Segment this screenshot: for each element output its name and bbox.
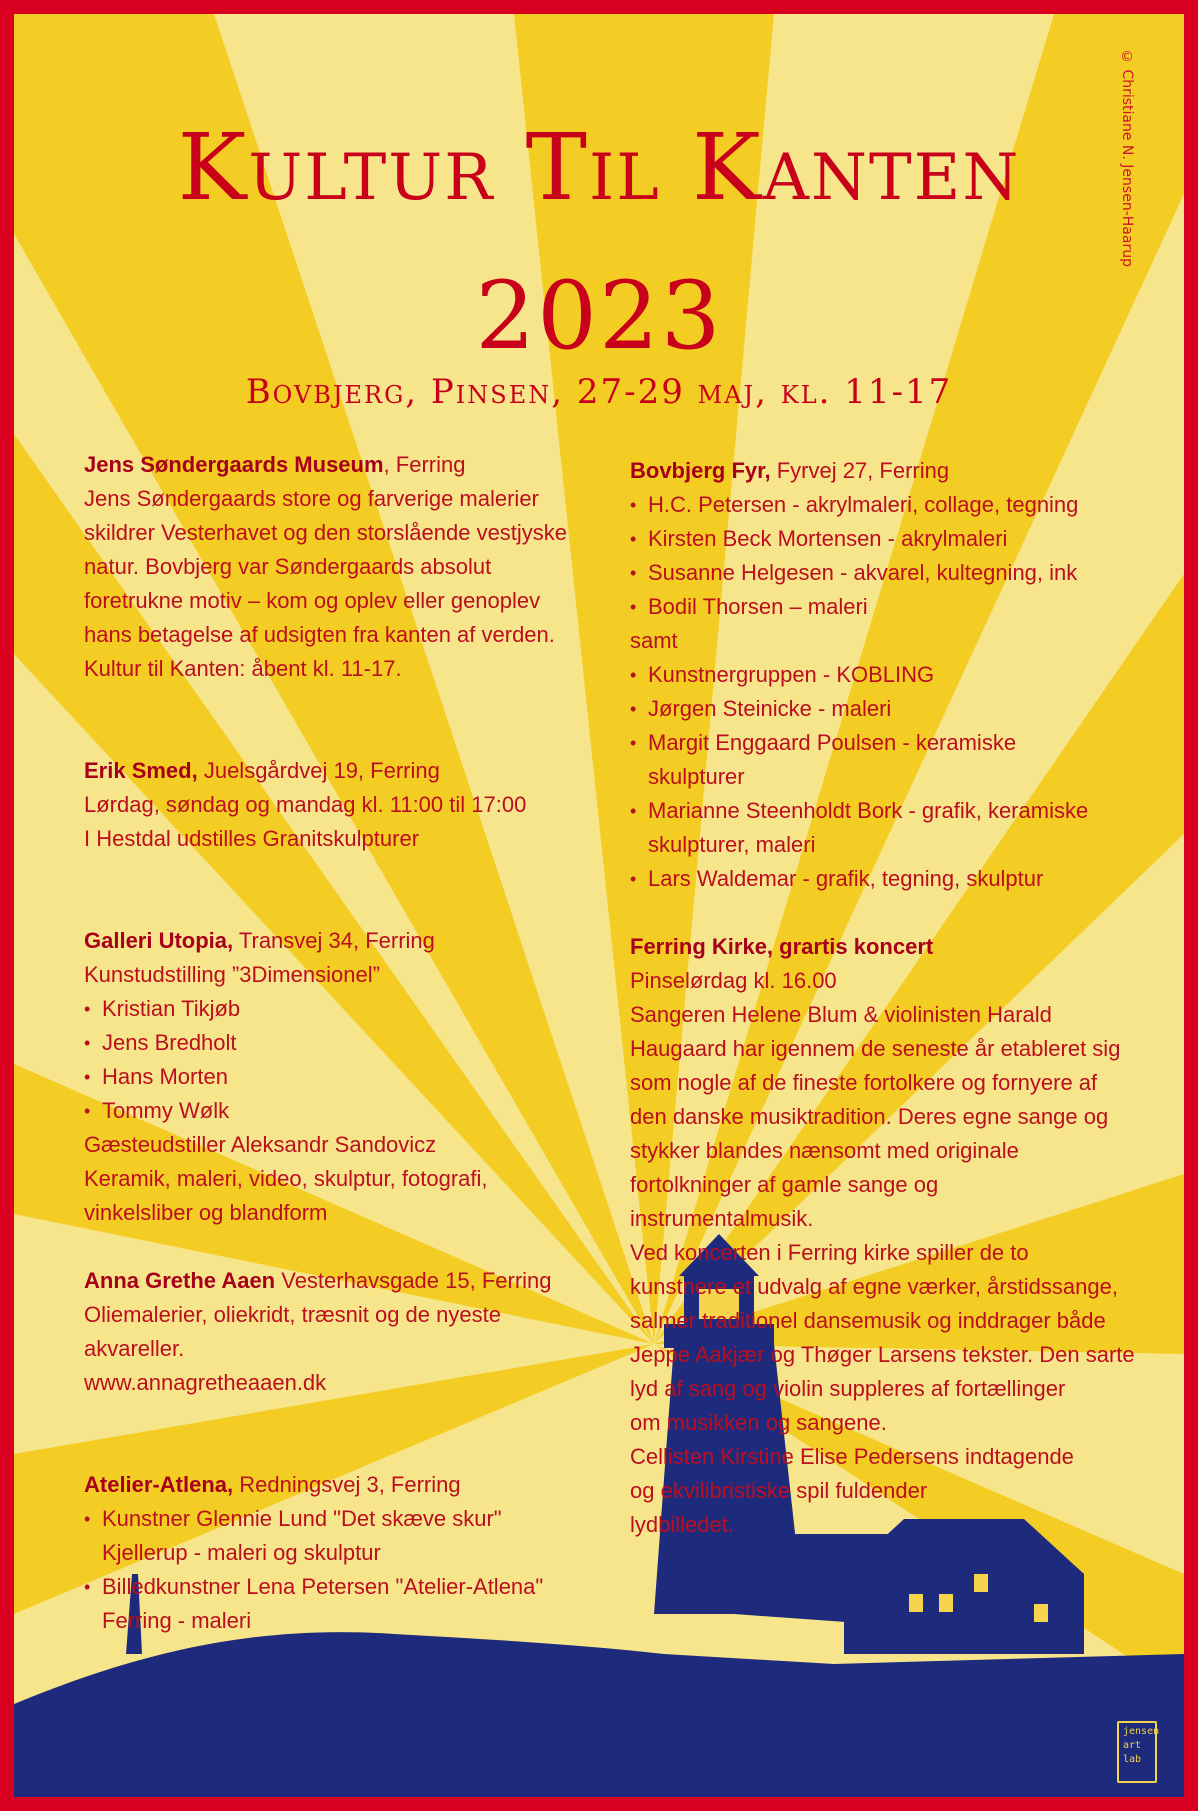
venue-name: Galleri Utopia,	[84, 928, 234, 953]
venue-line: Kultur til Kanten: åbent kl. 11-17.	[84, 656, 402, 681]
venue-address: Fyrvej 27, Ferring	[770, 458, 950, 483]
venue-line: lydbilledet.	[630, 1512, 734, 1537]
poster	[14, 14, 1184, 1797]
list-item: • Kirsten Beck Mortensen - akrylmaleri	[630, 522, 1140, 556]
artist-list	[84, 1502, 564, 1638]
venue-address: Ferring	[389, 452, 466, 477]
venue-line: som nogle af de fineste fortolkere og fornyere af	[630, 1070, 1098, 1095]
venue-line: om musikken og sangene.	[630, 1410, 887, 1435]
venue-line: kunstnere et udvalg af egne værker, årstidssange,	[630, 1274, 1118, 1299]
venue-galleri-utopia	[84, 924, 614, 1230]
venue-line: vinkelsliber og blandform	[84, 1200, 328, 1225]
venue-name: Erik Smed,	[84, 758, 198, 783]
venue-ferring-kirke	[630, 930, 1140, 1542]
venue-line: stykker blandes nænsomt med originale	[630, 1138, 1019, 1163]
right-column	[630, 454, 1140, 1542]
venue-line: Kunstudstilling ”3Dimensionel”	[84, 962, 380, 987]
venue-anna-grethe-aaen	[84, 1264, 614, 1400]
list-item: • Jørgen Steinicke - maleri	[630, 692, 1100, 726]
venue-address: Vesterhavsgade 15, Ferring	[275, 1268, 552, 1293]
venue-name: Jens Søndergaards Museum	[84, 452, 384, 477]
list-item: • Lars Waldemar - grafik, tegning, skulptur	[630, 862, 1100, 896]
event-date-subtitle: Bovbjerg, Pinsen, 27-29 maj, kl. 11-17	[245, 372, 953, 412]
list-item: • Kunstner Glennie Lund "Det skæve skur" Kjellerup - maleri og skulptur	[84, 1502, 564, 1570]
venue-line: Oliemalerier, oliekridt, træsnit og de nyeste	[84, 1302, 501, 1327]
venue-name: Ferring Kirke, grartis koncert	[630, 934, 934, 959]
venue-line: instrumentalmusik.	[630, 1206, 814, 1231]
list-item: • Marianne Steenholdt Bork - grafik, keramiske skulpturer, maleri	[630, 794, 1100, 862]
venue-line: fortolkninger af gamle sange og	[630, 1172, 939, 1197]
venue-line: Ved koncerten i Ferring kirke spiller de to	[630, 1240, 1029, 1265]
venue-line: lyd af sang og violin suppleres af fortællinger	[630, 1376, 1066, 1401]
venue-line: og ekvilibristiske spil fuldender	[630, 1478, 928, 1503]
list-item: • Jens Bredholt	[84, 1026, 614, 1060]
venue-line: Sangeren Helene Blum & violinisten Harald	[630, 1002, 1052, 1027]
venue-line: Lørdag, søndag og mandag kl. 11:00 til 17:00	[84, 792, 527, 817]
venue-line: Jeppe Aakjær og Thøger Larsens tekster. Den sarte	[630, 1342, 1135, 1367]
venue-atelier-atlena	[84, 1468, 614, 1638]
venue-line: natur. Bovbjerg var Søndergaards absolut	[84, 554, 492, 579]
venue-bovbjerg-fyr	[630, 454, 1140, 896]
venue-line: Keramik, maleri, video, skulptur, fotografi,	[84, 1166, 488, 1191]
list-item: • Billedkunstner Lena Petersen "Atelier-Atlena" Ferring - maleri	[84, 1570, 564, 1638]
venue-name: Bovbjerg Fyr,	[630, 458, 771, 483]
list-item: • Susanne Helgesen - akvarel, kultegning, ink	[630, 556, 1140, 590]
jensen-art-lab-logo: jensen art lab	[1117, 1721, 1157, 1783]
venue-line: Gæsteudstiller Aleksandr Sandovicz	[84, 1132, 437, 1157]
venue-name: Anna Grethe Aaen	[84, 1268, 276, 1293]
list-item: • Tommy Wølk	[84, 1094, 614, 1128]
list-item: • Bodil Thorsen – maleri	[630, 590, 1140, 624]
list-item: • Kunstnergruppen - KOBLING	[630, 658, 1100, 692]
venue-line: Jens Søndergaards store og farverige malerier	[84, 486, 539, 511]
poster-title: Kultur Til Kanten	[177, 114, 1021, 221]
venue-line: hans betagelse af udsigten fra kanten af verden.	[84, 622, 555, 647]
list-item: • Margit Enggaard Poulsen - keramiske skulpturer	[630, 726, 1100, 794]
venue-line: salmer traditionel dansemusik og inddrager både	[630, 1308, 1106, 1333]
venue-line: akvareller.	[84, 1336, 185, 1361]
venue-line: I Hestdal udstilles Granitskulpturer	[84, 826, 420, 851]
venue-erik-smed	[84, 754, 614, 856]
venue-line: den danske musiktradition. Deres egne sange og	[630, 1104, 1109, 1129]
year-title: 2023	[475, 262, 723, 371]
venue-address: Juelsgårdvej 19, Ferring	[197, 758, 440, 783]
list-item: • H.C. Petersen - akrylmaleri, collage, tegning	[630, 488, 1140, 522]
venue-line: Haugaard har igennem de seneste år etableret sig	[630, 1036, 1121, 1061]
venue-name: Atelier-Atlena,	[84, 1472, 234, 1497]
left-column	[84, 448, 614, 1638]
venue-line: Pinselørdag kl. 16.00	[630, 968, 837, 993]
venue-jens-sondergaard: Jens Søndergaards Museum, Ferring Jens Søndergaards store og farverige malerier skildrer Vesterhavet og den storslående vestjyske natur. Bovbjerg var Søndergaards absolut foretrukne motiv – kom og oplev eller genoplev hans betagelse af udsigten fra kanten af verden. Kultur til Kanten: åbent kl. 11-17.	[84, 448, 614, 686]
artist-list-2	[630, 658, 1100, 896]
list-item: • Hans Morten	[84, 1060, 614, 1094]
artist-list	[84, 992, 614, 1128]
venue-line: Cellisten Kirstine Elise Pedersens indtagende	[630, 1444, 1074, 1469]
website-link[interactable]: www.annagretheaaen.dk	[84, 1370, 327, 1395]
venue-address: Redningsvej 3, Ferring	[233, 1472, 461, 1497]
venue-line: samt	[630, 628, 678, 653]
artist-list	[630, 488, 1140, 624]
venue-line: foretrukne motiv – kom og oplev eller genoplev	[84, 588, 541, 613]
list-item: • Kristian Tikjøb	[84, 992, 614, 1026]
artist-credit: © Christiane N. Jensen-Haarup	[1119, 49, 1135, 267]
venue-line: skildrer Vesterhavet og den storslående vestjyske	[84, 520, 568, 545]
venue-address: Transvej 34, Ferring	[233, 928, 435, 953]
